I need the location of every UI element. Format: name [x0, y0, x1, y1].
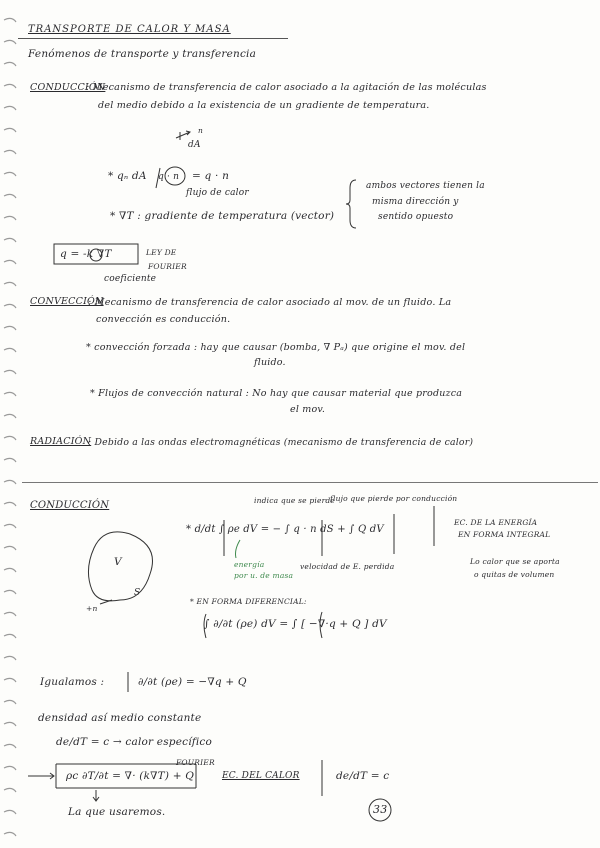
ley-fourier-1: LEY DE — [146, 248, 177, 257]
heat-equation: ρc ∂T/∂t = ∇· (k∇T) + Q — [66, 770, 195, 782]
fourier-small-label: FOURIER — [176, 758, 215, 767]
conduccion-line-2: del medio debido a la existencia de un gradiente de temperatura. — [98, 100, 430, 111]
conduccion2-label: CONDUCCIÓN — [30, 500, 110, 511]
natural-line-2: el mov. — [290, 404, 326, 415]
page-heading: TRANSPORTE DE CALOR Y MASA — [28, 24, 231, 35]
energia-label-2: por u. de masa — [234, 571, 294, 580]
ec-energia-2: EN FORMA INTEGRAL — [458, 530, 551, 539]
flux-q-dot-n: q · n — [158, 172, 180, 182]
q-circle — [165, 167, 185, 185]
normal-n-label: +n — [86, 604, 98, 613]
densidad-label: densidad así medio constante — [38, 712, 202, 724]
conduccion-label: CONDUCCIÓN — [30, 82, 106, 93]
calor-aporta-1: Lo calor que se aporta — [470, 557, 560, 566]
intro-text: Fenómenos de transporte y transferencia — [28, 48, 257, 60]
surface-S-label: S — [134, 588, 141, 598]
flux-eq-lhs: * qₙ dA — [108, 170, 147, 182]
page-number: 33 — [373, 803, 388, 816]
side-equation: de/dT = c — [336, 770, 390, 782]
conveccion-line-1: : Mecanismo de transferencia de calor asociado al mov. de un fluido. La — [88, 297, 452, 308]
conveccion-line-2: convección es conducción. — [96, 314, 231, 325]
volume-V-label: V — [114, 556, 122, 568]
brace-text-1: ambos vectores tienen la — [366, 181, 485, 191]
green-energia-arrow — [236, 540, 241, 558]
k-circle — [90, 249, 102, 261]
energy-equation: * d/dt ∫ ρe dV = − ∫ q · n dS + ∫ Q dV — [186, 524, 384, 535]
velocidad-label: velocidad de E. perdida — [300, 562, 395, 571]
la-que-usaremos: La que usaremos. — [68, 806, 166, 818]
igualamos-equation: ∂/∂t (ρe) = −∇q + Q — [138, 676, 247, 688]
radiacion-label: RADIACIÓN — [30, 436, 92, 447]
energia-label-1: energía — [234, 560, 265, 569]
brace-curve — [346, 180, 356, 228]
calor-aporta-2: o quitas de volumen — [474, 570, 555, 579]
calor-especifico-eq: de/dT = c → calor específico — [56, 736, 213, 748]
page-number-circle — [369, 799, 391, 821]
forzada-line-2: fluido. — [254, 357, 286, 368]
n-arrow — [176, 131, 190, 138]
ec-energia-1: EC. DE LA ENERGÍA — [454, 518, 538, 527]
indica-label: indica que se pierde — [254, 496, 336, 505]
dA-label: dA — [188, 140, 201, 150]
forma-diferencial-label: * EN FORMA DIFERENCIAL: — [190, 597, 307, 606]
ley-fourier-2: FOURIER — [148, 262, 187, 271]
brace-text-2: misma dirección y — [372, 197, 459, 207]
conveccion-label: CONVECCIÓN — [30, 296, 104, 307]
fourier-eq: q = -k ∇T — [60, 248, 112, 260]
radiacion-text: : Debido a las ondas electromagnéticas (mecanismo de transferencia de calor) — [88, 437, 474, 448]
volume-blob — [88, 532, 152, 601]
natural-line-1: * Flujos de convección natural : No hay que causar material que produzca — [90, 388, 463, 399]
gradient-text: * ∇T : gradiente de temperatura (vector) — [110, 210, 335, 222]
flujo-pierde-label: flujo que pierde por conducción — [330, 494, 458, 503]
flux-eq-rhs: = q · n — [192, 170, 230, 182]
forzada-line-1: * convección forzada : hay que causar (bomba, ∇ Pₐ) que origine el mov. del — [86, 342, 466, 353]
flujo-calor-label: flujo de calor — [186, 188, 249, 198]
conduccion-line-1: : Mecanismo de transferencia de calor asociado a la agitación de las moléculas — [86, 82, 487, 93]
brace-text-3: sentido opuesto — [378, 212, 454, 222]
coeficiente-label: coeficiente — [104, 274, 157, 284]
igualamos-label: Igualamos : — [40, 676, 105, 688]
differential-equation: ∫ ∂/∂t (ρe) dV = ∫ [ −∇·q + Q ] dV — [204, 618, 387, 630]
ec-calor-label: EC. DEL CALOR — [222, 771, 300, 781]
n-label: n — [198, 126, 204, 135]
